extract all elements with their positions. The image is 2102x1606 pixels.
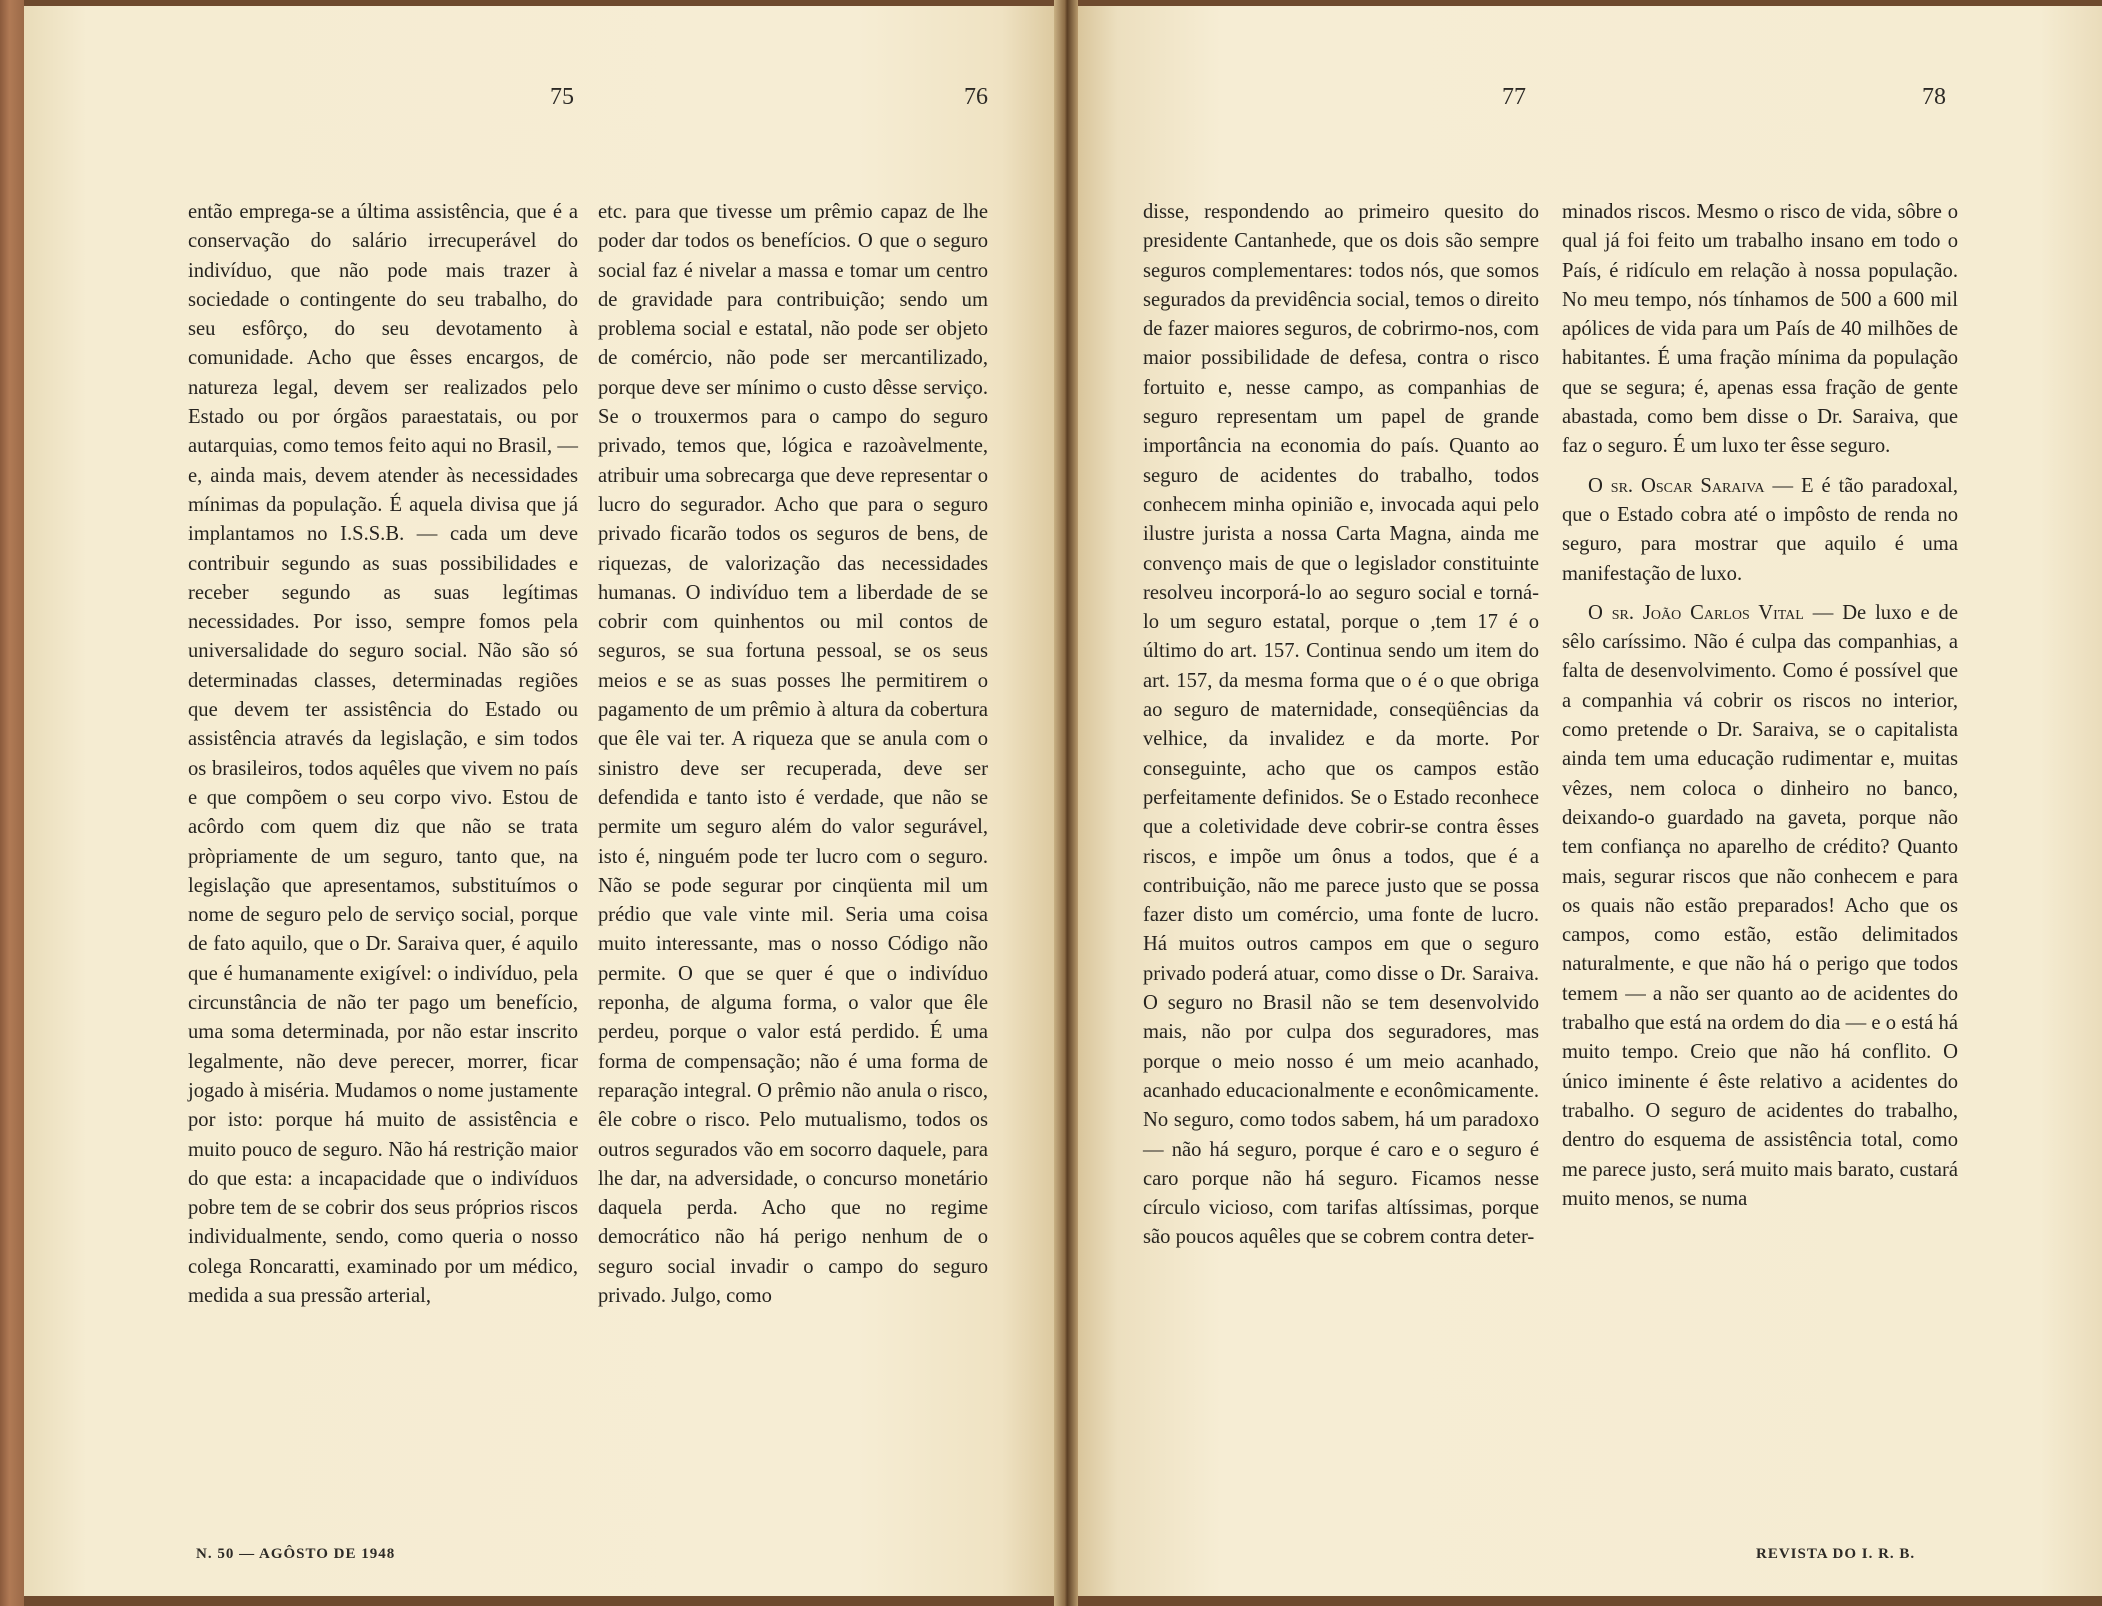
paragraph-speaker-joao-carlos-vital: [1562, 599, 1958, 1214]
page-number-75: 75: [550, 84, 574, 110]
footer-journal-name: REVISTA DO I. R. B.: [1756, 1546, 1916, 1562]
paragraph: disse, respondendo ao primeiro quesito do presidente Cantanhede, que os dois são sempre seguros complementares: todos nós, que somos segurados da previdência social, temos o direito de fazer maiores seguros, de cobrirmo-nos, com maior possibilidade de defesa, contra o risco fortuito e, nesse campo, as companhias de seguro representam um papel de grande importância na economia do país. Quanto ao seguro de acidentes do trabalho, todos conhecem minha opinião e, invocada aqui pelo ilustre jurista a nossa Carta Magna, ainda me convenço mais de que o legislador constituinte resolveu incorporá-lo ao seguro social e torná-lo um seguro estatal, porque o ,tem 17 é o último do art. 157. Continua sendo um item do art. 157, da mesma forma que o é o que obriga ao seguro de maternidade, conseqüências da velhice, da invalidez e da morte. Por conseguinte, acho que os campos estão perfeitamente definidos. Se o Estado reconhece que a coletividade deve cobrir-se contra êsses riscos, e impõe um ônus a todos, que é a contribuição, não me parece justo que se possa fazer disto um comércio, uma fonte de lucro. Há muitos outros campos em que o seguro privado poderá atuar, como disse o Dr. Saraiva. O seguro no Brasil não se tem desenvolvido mais, não por culpa dos seguradores, mas porque o meio nosso é um meio acanhado, acanhado educacionalmente e econômicamente. No seguro, como todos sabem, há um paradoxo — não há seguro, porque é caro e o seguro é caro porque não há seguro. Ficamos nesse círculo vicioso, com tarifas altíssimas, porque são poucos aquêles que se cobrem contra deter-: [1143, 201, 1539, 1249]
text-column-page-76: [598, 198, 988, 1311]
paragraph: minados riscos. Mesmo o risco de vida, sôbre o qual já foi feito um trabalho insano em todo o País, é ridículo em relação à nossa população. No meu tempo, nós tínhamos de 500 a 600 mil apólices de vida para um País de 40 milhões de habitantes. É uma fração mínima da população que se segura; é, apenas essa fração de gente abastada, como bem disse o Dr. Saraiva, que faz o seguro. É um luxo ter êsse seguro.: [1562, 201, 1958, 458]
speaker-name: O sr. Oscar Saraiva: [1588, 474, 1765, 497]
text-column-page-75: [188, 198, 578, 1311]
paragraph-speaker-oscar-saraiva: [1562, 472, 1958, 589]
page-number-77: 77: [1502, 84, 1526, 110]
speech-text: — E é tão paradoxal, que o Estado cobra até o impôsto de renda no seguro, para mostrar que aquilo é uma manifestação de luxo.: [1562, 474, 1958, 585]
footer-issue-date: N. 50 — AGÔSTO DE 1948: [196, 1546, 396, 1562]
paragraph: etc. para que tivesse um prêmio capaz de lhe poder dar todos os benefícios. O que o seguro social faz é nivelar a massa e tomar um centro de gravidade para contribuição; sendo um problema social e estatal, não pode ser objeto de comércio, não pode ser mercantilizado, porque deve ser mínimo o custo dêsse serviço. Se o trouxermos para o campo do seguro privado, temos que, lógica e razoàvelmente, atribuir uma sobrecarga que deve representar o lucro do segurador. Acho que para o seguro privado ficarão todos os seguros de bens, de riquezas, de valorização das necessidades humanas. O indivíduo tem a liberdade de se cobrir com quinhentos ou mil contos de seguros, se sua fortuna pessoal, se os seus meios e se as suas posses lhe permitirem o pagamento de um prêmio à altura da cobertura que êle vai ter. A riqueza que se anula com o sinistro deve ser recuperada, deve ser defendida e tanto isto é verdade, que não se permite um seguro além do valor segurável, isto é, ninguém pode ter lucro com o seguro. Não se pode segurar por cinqüenta mil um prédio que vale vinte mil. Seria uma coisa muito interessante, mas o nosso Código não permite. O que se quer é que o indivíduo reponha, de alguma forma, o valor que êle perdeu, porque o valor está perdido. É uma forma de compensação; não é uma forma de reparação integral. O prêmio não anula o risco, êle cobre o risco. Pelo mutualismo, todos os outros segurados vão em socorro daquele, para lhe dar, na adversidade, o concurso monetário daquela perda. Acho que no regime democrático não há perigo nenhum de o seguro social invadir o campo do seguro privado. Julgo, como: [598, 201, 988, 1307]
speech-text: — De luxo e de sêlo caríssimo. Não é culpa das companhias, a falta de desenvolvimento. Como é possível que a companhia vá cobrir os riscos no interior, como pretende o Dr. Saraiva, se o capitalista ainda tem uma educação rudimentar e, muitas vêzes, nem coloca o dinheiro no banco, deixando-o guardado na gaveta, porque não tem confiança no aparelho de crédito? Quanto mais, segurar riscos que não conhecem e para os quais não estão preparados! Acho que os campos, como estão, estão delimitados naturalmente, e que não há o perigo que todos temem — a não ser quanto ao de acidentes do trabalho que está na ordem do dia — e o está há muito tempo. Creio que não há conflito. O único iminente é êste relativo a acidentes do trabalho. O seguro de acidentes do trabalho, dentro do esquema de assistência total, como me parece justo, será muito mais barato, custará muito menos, se numa: [1562, 601, 1958, 1210]
text-column-page-78: [1562, 198, 1958, 1214]
right-page: [1066, 6, 2102, 1596]
book-binding-edge: [0, 0, 24, 1606]
speaker-name: O sr. João Carlos Vital: [1588, 601, 1804, 624]
book-gutter: [1054, 0, 1078, 1606]
paragraph: então emprega-se a última assistência, que é a conservação do salário irrecuperável do indivíduo, que não pode mais trazer à sociedade o contingente do seu trabalho, do seu esfôrço, do seu devotamento à comunidade. Acho que êsses encargos, de natureza legal, devem ser realizados pelo Estado ou por órgãos paraestatais, ou por autarquias, como temos feito aqui no Brasil, — e, ainda mais, devem atender às necessidades mínimas da população. É aquela divisa que já implantamos no I.S.S.B. — cada um deve contribuir segundo as suas possibilidades e receber segundo as suas legítimas necessidades. Por isso, sempre fomos pela universalidade do seguro social. Não são só determinadas classes, determinadas regiões que devem ter assistência do Estado ou assistência através da legislação, e sim todos os brasileiros, todos aquêles que vivem no país e que compõem o seu corpo vivo. Estou de acôrdo com quem diz que não se trata pròpriamente de um seguro, tanto que, na legislação que apresentamos, substituímos o nome de seguro pelo de serviço social, porque de fato aquilo, que o Dr. Saraiva quer, é aquilo que é humanamente exigível: o indivíduo, pela circunstância de não ter pago um benefício, uma soma determinada, por não estar inscrito legalmente, não deve perecer, morrer, ficar jogado à miséria. Mudamos o nome justamente por isto: porque há muito de assistência e muito pouco de seguro. Não há restrição maior do que esta: a incapacidade que o indivíduos pobre tem de se cobrir dos seus próprios riscos individualmente, sendo, como queria o nosso colega Roncaratti, examinado por um médico, medida a sua pressão arterial,: [188, 201, 578, 1307]
left-page: [24, 6, 1064, 1596]
page-number-76: 76: [964, 84, 988, 110]
page-number-78: 78: [1922, 84, 1946, 110]
text-column-page-77: [1143, 198, 1539, 1253]
